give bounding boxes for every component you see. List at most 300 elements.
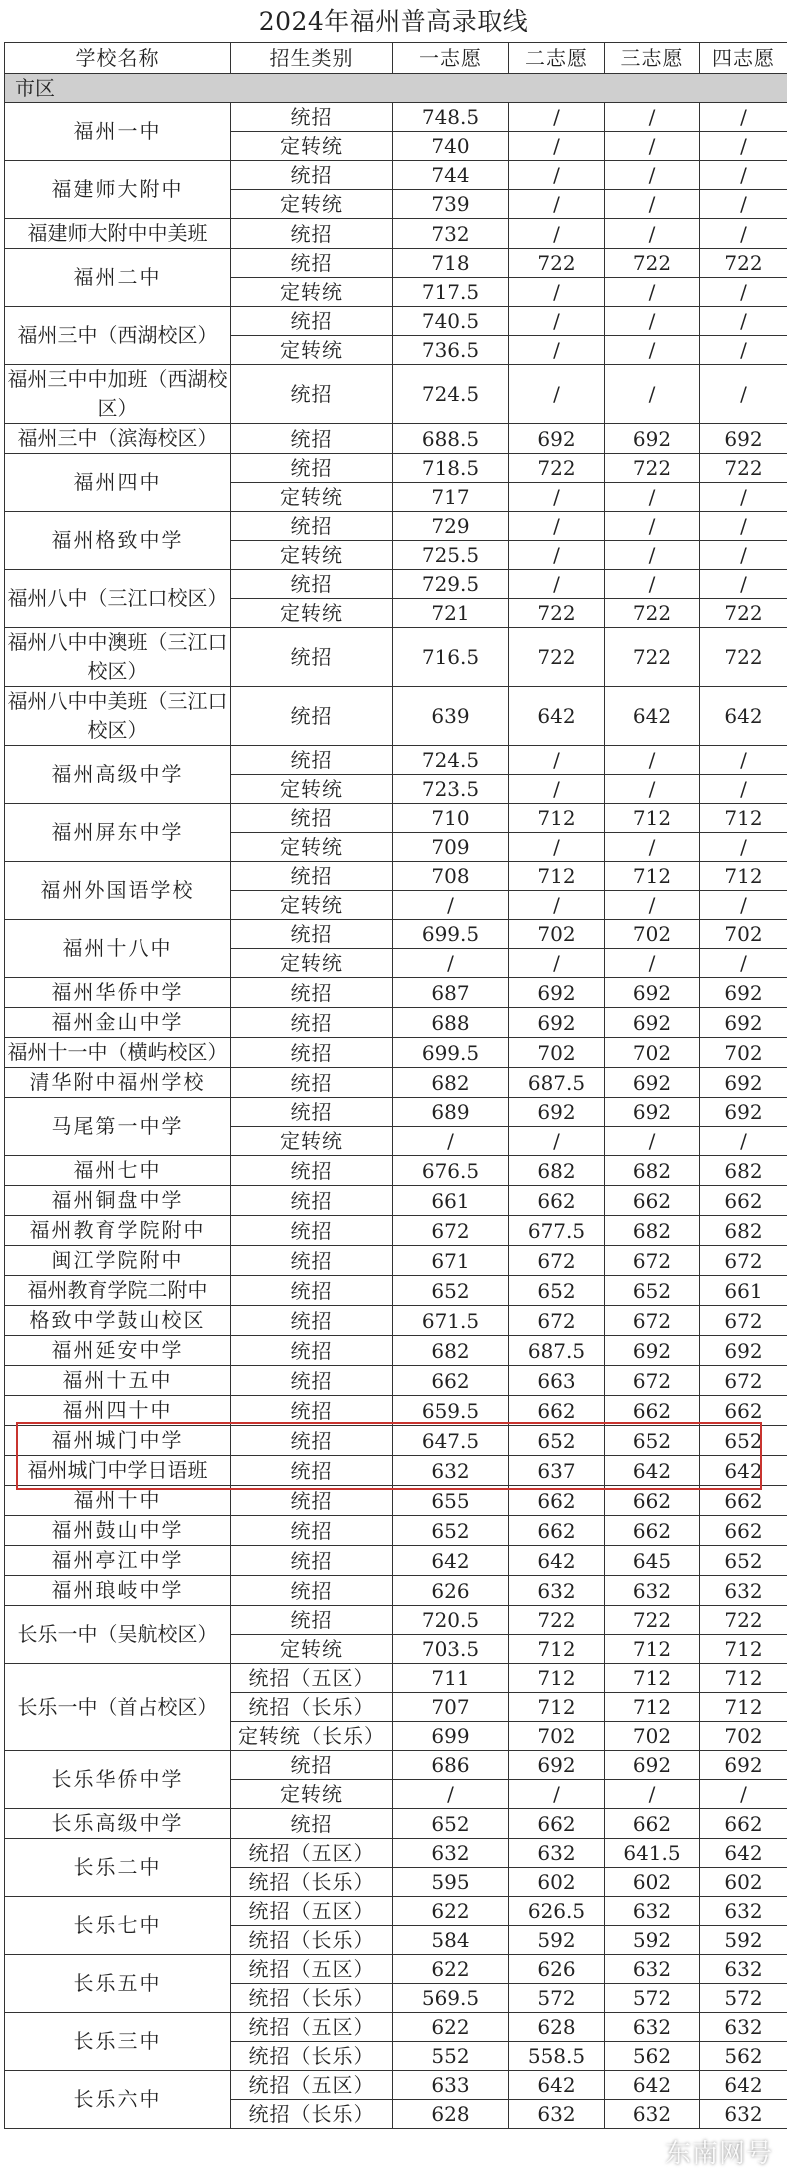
choice-3-cell: 722 xyxy=(605,599,700,628)
choice-1-cell: 699 xyxy=(393,1722,509,1751)
category-cell: 统招 xyxy=(231,219,393,249)
header-choice-1: 一志愿 xyxy=(393,43,509,74)
choice-1-cell: 724.5 xyxy=(393,365,509,424)
school-name: 闽江学院附中 xyxy=(5,1246,231,1276)
choice-1-cell: 626 xyxy=(393,1576,509,1606)
school-name: 福建师大附中 xyxy=(5,161,231,219)
choice-2-cell: 652 xyxy=(509,1426,605,1456)
choice-2-cell: 642 xyxy=(509,2071,605,2100)
choice-2-cell: 722 xyxy=(509,599,605,628)
choice-3-cell: 652 xyxy=(605,1276,700,1306)
choice-1-cell: 689 xyxy=(393,1098,509,1127)
choice-2-cell: 722 xyxy=(509,628,605,687)
choice-3-cell: 712 xyxy=(605,862,700,891)
choice-3-cell: 652 xyxy=(605,1426,700,1456)
choice-4-cell: 662 xyxy=(700,1396,787,1426)
school-name: 福州四中 xyxy=(5,454,231,512)
choice-4-cell: 662 xyxy=(700,1809,787,1839)
table-row xyxy=(5,1486,787,1516)
category-cell: 统招 xyxy=(231,1336,393,1366)
choice-1-cell: 740 xyxy=(393,132,509,161)
category-cell: 统招 xyxy=(231,746,393,775)
category-cell: 定转统 xyxy=(231,483,393,512)
choice-3-cell: 632 xyxy=(605,2013,700,2042)
choice-4-cell: 602 xyxy=(700,1868,787,1897)
choice-4-cell: / xyxy=(700,483,787,512)
choice-1-cell: 710 xyxy=(393,804,509,833)
school-name: 清华附中福州学校 xyxy=(5,1068,231,1098)
table-row xyxy=(5,1186,787,1216)
category-cell: 统招（五区） xyxy=(231,2071,393,2100)
school-name: 福州十五中 xyxy=(5,1366,231,1396)
choice-4-cell: / xyxy=(700,949,787,978)
choice-3-cell: / xyxy=(605,219,700,249)
school-name: 格致中学鼓山校区 xyxy=(5,1306,231,1336)
table-row xyxy=(5,1306,787,1336)
choice-3-cell: 645 xyxy=(605,1546,700,1576)
choice-3-cell: 662 xyxy=(605,1486,700,1516)
category-cell: 统招 xyxy=(231,1456,393,1486)
choice-1-cell: 739 xyxy=(393,190,509,219)
choice-4-cell: / xyxy=(700,775,787,804)
choice-4-cell: / xyxy=(700,1780,787,1809)
choice-2-cell: 632 xyxy=(509,1576,605,1606)
school-name: 福州十一中（横屿校区） xyxy=(5,1038,231,1068)
choice-3-cell: / xyxy=(605,512,700,541)
choice-2-cell: / xyxy=(509,746,605,775)
choice-1-cell: 708 xyxy=(393,862,509,891)
choice-3-cell: 722 xyxy=(605,249,700,278)
choice-4-cell: 692 xyxy=(700,1098,787,1127)
category-cell: 定转统 xyxy=(231,833,393,862)
table-row xyxy=(5,1606,787,1635)
choice-2-cell: / xyxy=(509,775,605,804)
category-cell: 统招 xyxy=(231,1068,393,1098)
choice-2-cell: 652 xyxy=(509,1276,605,1306)
choice-2-cell: / xyxy=(509,891,605,920)
choice-1-cell: 662 xyxy=(393,1366,509,1396)
choice-4-cell: 722 xyxy=(700,454,787,483)
category-cell: 统招（五区） xyxy=(231,1897,393,1926)
choice-3-cell: 592 xyxy=(605,1926,700,1955)
choice-1-cell: / xyxy=(393,891,509,920)
school-name: 福州三中（西湖校区） xyxy=(5,307,231,365)
header-row xyxy=(5,43,787,74)
choice-1-cell: 721 xyxy=(393,599,509,628)
choice-2-cell: / xyxy=(509,1127,605,1156)
table-row xyxy=(5,570,787,599)
school-name: 福州铜盘中学 xyxy=(5,1186,231,1216)
category-cell: 统招 xyxy=(231,1486,393,1516)
choice-4-cell: 682 xyxy=(700,1216,787,1246)
choice-1-cell: / xyxy=(393,1127,509,1156)
table-row xyxy=(5,512,787,541)
choice-1-cell: 676.5 xyxy=(393,1156,509,1186)
category-cell: 定转统 xyxy=(231,132,393,161)
choice-2-cell: / xyxy=(509,365,605,424)
choice-1-cell: 717 xyxy=(393,483,509,512)
choice-3-cell: 562 xyxy=(605,2042,700,2071)
watermark: 东南网号 xyxy=(664,2139,773,2169)
choice-1-cell: 736.5 xyxy=(393,336,509,365)
category-cell: 统招 xyxy=(231,454,393,483)
table-row xyxy=(5,1336,787,1366)
choice-3-cell: 672 xyxy=(605,1366,700,1396)
choice-4-cell: 712 xyxy=(700,804,787,833)
category-cell: 统招（长乐） xyxy=(231,1868,393,1897)
choice-1-cell: 622 xyxy=(393,1897,509,1926)
choice-1-cell: 652 xyxy=(393,1276,509,1306)
choice-3-cell: 722 xyxy=(605,454,700,483)
choice-3-cell: 702 xyxy=(605,920,700,949)
school-name: 长乐一中（吴航校区） xyxy=(5,1606,231,1664)
choice-4-cell: / xyxy=(700,307,787,336)
choice-4-cell: 672 xyxy=(700,1246,787,1276)
category-cell: 统招 xyxy=(231,978,393,1008)
choice-1-cell: 632 xyxy=(393,1456,509,1486)
choice-2-cell: 558.5 xyxy=(509,2042,605,2071)
choice-4-cell: / xyxy=(700,278,787,307)
choice-3-cell: / xyxy=(605,336,700,365)
table-row xyxy=(5,424,787,454)
category-cell: 统招 xyxy=(231,1008,393,1038)
choice-4-cell: 722 xyxy=(700,1606,787,1635)
choice-4-cell: / xyxy=(700,891,787,920)
choice-2-cell: 722 xyxy=(509,1606,605,1635)
category-cell: 统招 xyxy=(231,570,393,599)
choice-1-cell: 642 xyxy=(393,1546,509,1576)
choice-3-cell: 632 xyxy=(605,1576,700,1606)
category-cell: 统招 xyxy=(231,307,393,336)
category-cell: 统招 xyxy=(231,424,393,454)
category-cell: 定转统 xyxy=(231,1127,393,1156)
table-row xyxy=(5,746,787,775)
choice-4-cell: / xyxy=(700,512,787,541)
choice-2-cell: 692 xyxy=(509,1098,605,1127)
choice-1-cell: 699.5 xyxy=(393,1038,509,1068)
category-cell: 统招 xyxy=(231,1216,393,1246)
category-cell: 统招 xyxy=(231,1396,393,1426)
choice-3-cell: 632 xyxy=(605,1955,700,1984)
choice-4-cell: 632 xyxy=(700,1955,787,1984)
choice-4-cell: / xyxy=(700,336,787,365)
choice-1-cell: / xyxy=(393,1780,509,1809)
choice-1-cell: 703.5 xyxy=(393,1635,509,1664)
header-category: 招生类别 xyxy=(231,43,393,74)
school-name: 福州城门中学 xyxy=(5,1426,231,1456)
choice-2-cell: 662 xyxy=(509,1396,605,1426)
school-name: 福州城门中学日语班 xyxy=(5,1456,231,1486)
choice-4-cell: / xyxy=(700,833,787,862)
choice-1-cell: 723.5 xyxy=(393,775,509,804)
choice-4-cell: 702 xyxy=(700,920,787,949)
choice-2-cell: 637 xyxy=(509,1456,605,1486)
table-row xyxy=(5,1546,787,1576)
school-name: 福州延安中学 xyxy=(5,1336,231,1366)
category-cell: 定转统 xyxy=(231,599,393,628)
table-row xyxy=(5,687,787,746)
page-title: 2024年福州普高录取线 xyxy=(258,7,529,36)
choice-2-cell: 687.5 xyxy=(509,1336,605,1366)
choice-4-cell: 562 xyxy=(700,2042,787,2071)
school-name: 长乐七中 xyxy=(5,1897,231,1955)
table-row xyxy=(5,1576,787,1606)
category-cell: 定转统 xyxy=(231,190,393,219)
choice-4-cell: 642 xyxy=(700,1456,787,1486)
choice-1-cell: 628 xyxy=(393,2100,509,2129)
choice-1-cell: 569.5 xyxy=(393,1984,509,2013)
choice-2-cell: 692 xyxy=(509,1008,605,1038)
category-cell: 统招 xyxy=(231,1751,393,1780)
choice-4-cell: 682 xyxy=(700,1156,787,1186)
table-row xyxy=(5,804,787,833)
choice-3-cell: 692 xyxy=(605,1751,700,1780)
category-cell: 统招 xyxy=(231,1546,393,1576)
category-cell: 统招 xyxy=(231,103,393,132)
table-row xyxy=(5,1068,787,1098)
choice-3-cell: 692 xyxy=(605,1068,700,1098)
category-cell: 统招（长乐） xyxy=(231,2042,393,2071)
choice-2-cell: 662 xyxy=(509,1516,605,1546)
choice-3-cell: 632 xyxy=(605,2100,700,2129)
choice-4-cell: 632 xyxy=(700,2100,787,2129)
choice-4-cell: / xyxy=(700,190,787,219)
choice-2-cell: 687.5 xyxy=(509,1068,605,1098)
choice-3-cell: 692 xyxy=(605,424,700,454)
choice-1-cell: 688 xyxy=(393,1008,509,1038)
table-row xyxy=(5,2071,787,2100)
choice-3-cell: / xyxy=(605,891,700,920)
category-cell: 统招 xyxy=(231,1098,393,1127)
choice-1-cell: 717.5 xyxy=(393,278,509,307)
choice-4-cell: / xyxy=(700,103,787,132)
table-row xyxy=(5,1839,787,1868)
choice-1-cell: 632 xyxy=(393,1839,509,1868)
choice-3-cell: / xyxy=(605,833,700,862)
category-cell: 统招 xyxy=(231,862,393,891)
choice-2-cell: 642 xyxy=(509,687,605,746)
category-cell: 定转统 xyxy=(231,949,393,978)
choice-1-cell: 552 xyxy=(393,2042,509,2071)
choice-4-cell: 642 xyxy=(700,687,787,746)
table-row xyxy=(5,161,787,190)
category-cell: 统招 xyxy=(231,628,393,687)
choice-4-cell: 632 xyxy=(700,1897,787,1926)
choice-3-cell: / xyxy=(605,161,700,190)
header-choice-4: 四志愿 xyxy=(700,43,787,74)
school-name: 福州二中 xyxy=(5,249,231,307)
choice-1-cell: 661 xyxy=(393,1186,509,1216)
table-row xyxy=(5,1038,787,1068)
choice-4-cell: 702 xyxy=(700,1038,787,1068)
choice-2-cell: 592 xyxy=(509,1926,605,1955)
choice-4-cell: 712 xyxy=(700,1635,787,1664)
choice-1-cell: 748.5 xyxy=(393,103,509,132)
category-cell: 统招 xyxy=(231,365,393,424)
category-cell: 统招 xyxy=(231,1426,393,1456)
choice-3-cell: / xyxy=(605,132,700,161)
school-name: 福州亭江中学 xyxy=(5,1546,231,1576)
choice-3-cell: 692 xyxy=(605,1336,700,1366)
category-cell: 定转统（长乐） xyxy=(231,1722,393,1751)
choice-3-cell: 712 xyxy=(605,1693,700,1722)
choice-2-cell: 702 xyxy=(509,1722,605,1751)
table-row xyxy=(5,1955,787,1984)
choice-4-cell: 692 xyxy=(700,1068,787,1098)
table-row xyxy=(5,1664,787,1693)
school-name: 福州格致中学 xyxy=(5,512,231,570)
choice-4-cell: 662 xyxy=(700,1516,787,1546)
category-cell: 定转统 xyxy=(231,1635,393,1664)
school-name: 福州一中 xyxy=(5,103,231,161)
category-cell: 定转统 xyxy=(231,1780,393,1809)
choice-3-cell: / xyxy=(605,103,700,132)
choice-1-cell: 639 xyxy=(393,687,509,746)
school-name: 福州三中中加班（西湖校区） xyxy=(5,365,231,424)
category-cell: 定转统 xyxy=(231,336,393,365)
table-row xyxy=(5,1751,787,1780)
category-cell: 统招 xyxy=(231,1276,393,1306)
choice-2-cell: / xyxy=(509,336,605,365)
school-name: 福州高级中学 xyxy=(5,746,231,804)
choice-2-cell: 722 xyxy=(509,249,605,278)
choice-4-cell: 672 xyxy=(700,1366,787,1396)
choice-2-cell: / xyxy=(509,541,605,570)
choice-2-cell: 626.5 xyxy=(509,1897,605,1926)
choice-3-cell: 672 xyxy=(605,1306,700,1336)
choice-4-cell: 661 xyxy=(700,1276,787,1306)
category-cell: 统招（长乐） xyxy=(231,1926,393,1955)
category-cell: 统招（长乐） xyxy=(231,1984,393,2013)
choice-1-cell: 682 xyxy=(393,1336,509,1366)
choice-4-cell: / xyxy=(700,132,787,161)
category-cell: 统招（五区） xyxy=(231,2013,393,2042)
choice-2-cell: / xyxy=(509,512,605,541)
choice-3-cell: 641.5 xyxy=(605,1839,700,1868)
choice-4-cell: 692 xyxy=(700,1751,787,1780)
category-cell: 统招 xyxy=(231,1306,393,1336)
choice-1-cell: 716.5 xyxy=(393,628,509,687)
choice-4-cell: 642 xyxy=(700,1839,787,1868)
choice-3-cell: 642 xyxy=(605,2071,700,2100)
choice-3-cell: 702 xyxy=(605,1038,700,1068)
choice-1-cell: 622 xyxy=(393,2013,509,2042)
category-cell: 定转统 xyxy=(231,541,393,570)
choice-2-cell: / xyxy=(509,949,605,978)
school-name: 福州屏东中学 xyxy=(5,804,231,862)
choice-1-cell: 655 xyxy=(393,1486,509,1516)
choice-3-cell: / xyxy=(605,365,700,424)
category-cell: 统招（长乐） xyxy=(231,2100,393,2129)
choice-1-cell: 707 xyxy=(393,1693,509,1722)
category-cell: 统招 xyxy=(231,687,393,746)
school-name: 福州金山中学 xyxy=(5,1008,231,1038)
choice-1-cell: 672 xyxy=(393,1216,509,1246)
choice-3-cell: / xyxy=(605,541,700,570)
school-name: 长乐华侨中学 xyxy=(5,1751,231,1809)
choice-2-cell: 722 xyxy=(509,454,605,483)
choice-1-cell: 652 xyxy=(393,1809,509,1839)
choice-2-cell: / xyxy=(509,190,605,219)
choice-1-cell: 740.5 xyxy=(393,307,509,336)
choice-3-cell: 642 xyxy=(605,687,700,746)
choice-3-cell: 702 xyxy=(605,1722,700,1751)
choice-3-cell: 642 xyxy=(605,1456,700,1486)
category-cell: 统招 xyxy=(231,1246,393,1276)
category-cell: 统招（长乐） xyxy=(231,1693,393,1722)
choice-4-cell: / xyxy=(700,161,787,190)
category-cell: 统招 xyxy=(231,1038,393,1068)
school-name: 长乐一中（首占校区） xyxy=(5,1664,231,1751)
choice-4-cell: / xyxy=(700,746,787,775)
choice-1-cell: 699.5 xyxy=(393,920,509,949)
choice-1-cell: 682 xyxy=(393,1068,509,1098)
choice-1-cell: 633 xyxy=(393,2071,509,2100)
choice-1-cell: 709 xyxy=(393,833,509,862)
choice-1-cell: 671 xyxy=(393,1246,509,1276)
choice-3-cell: / xyxy=(605,307,700,336)
choice-4-cell: 632 xyxy=(700,1576,787,1606)
choice-4-cell: 572 xyxy=(700,1984,787,2013)
school-name: 福州外国语学校 xyxy=(5,862,231,920)
choice-4-cell: 652 xyxy=(700,1426,787,1456)
school-name: 马尾第一中学 xyxy=(5,1098,231,1156)
choice-3-cell: 692 xyxy=(605,1008,700,1038)
choice-3-cell: / xyxy=(605,278,700,307)
choice-4-cell: / xyxy=(700,219,787,249)
choice-3-cell: / xyxy=(605,949,700,978)
choice-2-cell: / xyxy=(509,278,605,307)
choice-2-cell: 662 xyxy=(509,1809,605,1839)
school-name: 福州十八中 xyxy=(5,920,231,978)
choice-2-cell: 702 xyxy=(509,920,605,949)
table-row xyxy=(5,628,787,687)
table-row xyxy=(5,1396,787,1426)
choice-3-cell: 632 xyxy=(605,1897,700,1926)
school-name: 福州教育学院附中 xyxy=(5,1216,231,1246)
choice-2-cell: 626 xyxy=(509,1955,605,1984)
school-name: 福州八中（三江口校区） xyxy=(5,570,231,628)
choice-3-cell: / xyxy=(605,483,700,512)
choice-2-cell: / xyxy=(509,103,605,132)
choice-2-cell: 692 xyxy=(509,424,605,454)
choice-2-cell: 712 xyxy=(509,804,605,833)
choice-3-cell: / xyxy=(605,775,700,804)
school-name: 福州华侨中学 xyxy=(5,978,231,1008)
choice-3-cell: / xyxy=(605,1127,700,1156)
choice-2-cell: 672 xyxy=(509,1246,605,1276)
choice-2-cell: 692 xyxy=(509,978,605,1008)
school-name: 福州十中 xyxy=(5,1486,231,1516)
choice-2-cell: 712 xyxy=(509,1635,605,1664)
category-cell: 统招（五区） xyxy=(231,1955,393,1984)
choice-4-cell: 712 xyxy=(700,1664,787,1693)
header-choice-3: 三志愿 xyxy=(605,43,700,74)
choice-3-cell: 692 xyxy=(605,978,700,1008)
school-name: 长乐六中 xyxy=(5,2071,231,2129)
choice-3-cell: 692 xyxy=(605,1098,700,1127)
table-row xyxy=(5,219,787,249)
choice-3-cell: 722 xyxy=(605,1606,700,1635)
choice-4-cell: 692 xyxy=(700,978,787,1008)
choice-2-cell: 712 xyxy=(509,862,605,891)
category-cell: 统招（五区） xyxy=(231,1839,393,1868)
choice-4-cell: 712 xyxy=(700,862,787,891)
choice-2-cell: / xyxy=(509,219,605,249)
choice-4-cell: 672 xyxy=(700,1306,787,1336)
choice-2-cell: 663 xyxy=(509,1366,605,1396)
choice-1-cell: 711 xyxy=(393,1664,509,1693)
